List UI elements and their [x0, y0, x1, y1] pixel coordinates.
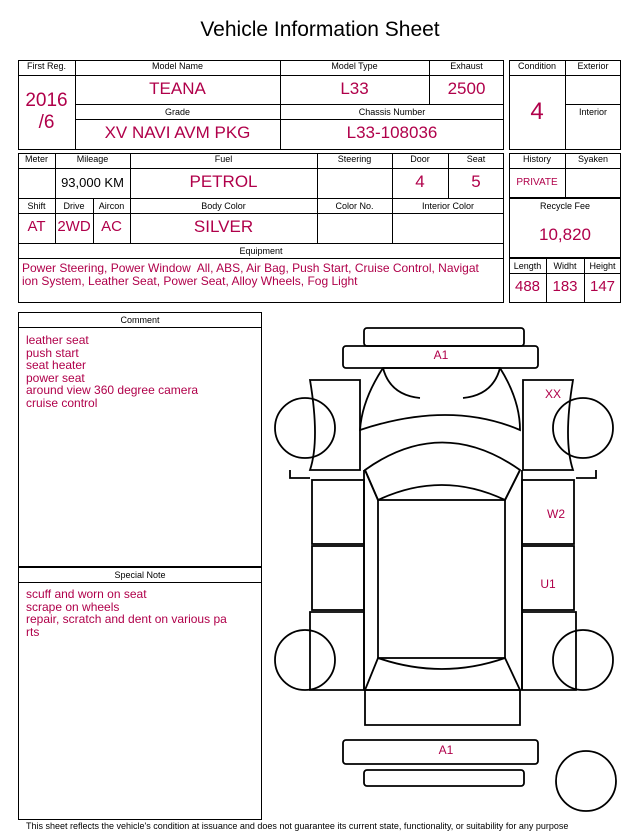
equipment-text: Power Steering, Power Window All, ABS, Air Bag, Push Start, Cruise Control, Navigat ion System, Leather Seat, Power Seat, Alloy Wheels, Fog Light [22, 261, 479, 288]
special-note-text: scuff and worn on seat scrape on wheels repair, scratch and dent on various pa rts [26, 587, 227, 639]
right-rear-wheel [553, 630, 613, 690]
left-rear-wheel [275, 630, 335, 690]
grade-value: XV NAVI AVM PKG [104, 123, 251, 142]
recycle-fee-label: Recycle Fee [539, 201, 591, 211]
left-rear-quarter [310, 612, 364, 690]
comment-text: leather seat push start seat heater power seat around view 360 degree camera cruise control [26, 333, 199, 410]
exterior-label: Exterior [577, 61, 609, 71]
condition-label: Condition [517, 61, 557, 71]
history-label: History [522, 154, 551, 164]
interior-color-label: Interior Color [421, 201, 475, 211]
width-label: Widht [553, 261, 577, 271]
height-value: 147 [589, 278, 616, 295]
first-reg-month: /6 [38, 112, 55, 133]
left-front-door [312, 480, 364, 544]
color-no-label: Color No. [335, 201, 374, 211]
chassis-label: Chassis Number [358, 107, 426, 117]
model-type-label: Model Type [331, 61, 378, 71]
equipment-label: Equipment [239, 246, 283, 256]
drive-value: 2WD [57, 218, 91, 235]
model-type-value: L33 [340, 79, 369, 98]
front-top-strip [364, 328, 524, 346]
length-label: Length [513, 261, 542, 271]
length-value: 488 [514, 278, 541, 295]
chassis-value: L33-108036 [346, 123, 438, 142]
left-rear-door [312, 546, 364, 610]
height-label: Height [589, 261, 616, 271]
mileage-label: Mileage [76, 154, 109, 164]
first-reg-year: 2016 [25, 90, 68, 111]
left-front-wheel [275, 398, 335, 458]
mileage-value: 93,000 KM [61, 175, 124, 190]
comment-label: Comment [120, 315, 160, 325]
seat-value: 5 [471, 172, 481, 191]
damage-mark-right-front-door: W2 [547, 507, 565, 521]
recycle-fee-value: 10,820 [539, 225, 591, 244]
right-front-wheel [553, 398, 613, 458]
fuel-value: PETROL [189, 172, 258, 191]
fuel-label: Fuel [214, 154, 233, 164]
rear-bottom-strip [364, 770, 524, 786]
shift-label: Shift [27, 201, 46, 211]
door-value: 4 [415, 172, 425, 191]
damage-mark-rear: A1 [438, 743, 454, 757]
first-reg-label: First Reg. [26, 61, 66, 71]
interior-label: Interior [578, 107, 607, 117]
model-name-label: Model Name [151, 61, 204, 71]
aircon-value: AC [101, 218, 122, 235]
damage-mark-front: A1 [433, 348, 449, 362]
damage-mark-right-front-fender: XX [544, 387, 562, 401]
roof [378, 500, 505, 658]
model-name-value: TEANA [149, 79, 206, 98]
syaken-label: Syaken [577, 154, 609, 164]
car-damage-diagram [270, 320, 630, 820]
spare-tire [556, 751, 616, 811]
damage-mark-right-rear-door: U1 [540, 577, 556, 591]
body-color-label: Body Color [201, 201, 246, 211]
meter-label: Meter [24, 154, 48, 164]
special-note-label: Special Note [114, 570, 166, 580]
condition-score: 4 [530, 98, 544, 125]
shift-value: AT [27, 218, 46, 235]
steering-label: Steering [337, 154, 372, 164]
aircon-label: Aircon [98, 201, 125, 211]
seat-label: Seat [466, 154, 486, 164]
footer-disclaimer: This sheet reflects the vehicle's condition at issuance and does not guarantee its current state, functionality, or suitability for any purpose [26, 821, 569, 831]
rear-window [365, 658, 520, 690]
trunk [365, 690, 520, 725]
windshield [365, 443, 520, 501]
drive-label: Drive [63, 201, 85, 211]
history-value: PRIVATE [516, 177, 558, 188]
width-value: 183 [552, 278, 578, 295]
sheet-title: Vehicle Information Sheet [200, 18, 440, 41]
body-color-value: SILVER [193, 217, 254, 236]
right-rear-quarter [522, 612, 576, 690]
exhaust-value: 2500 [447, 79, 486, 98]
door-label: Door [410, 154, 430, 164]
grade-label: Grade [164, 107, 190, 117]
exhaust-label: Exhaust [450, 61, 483, 71]
